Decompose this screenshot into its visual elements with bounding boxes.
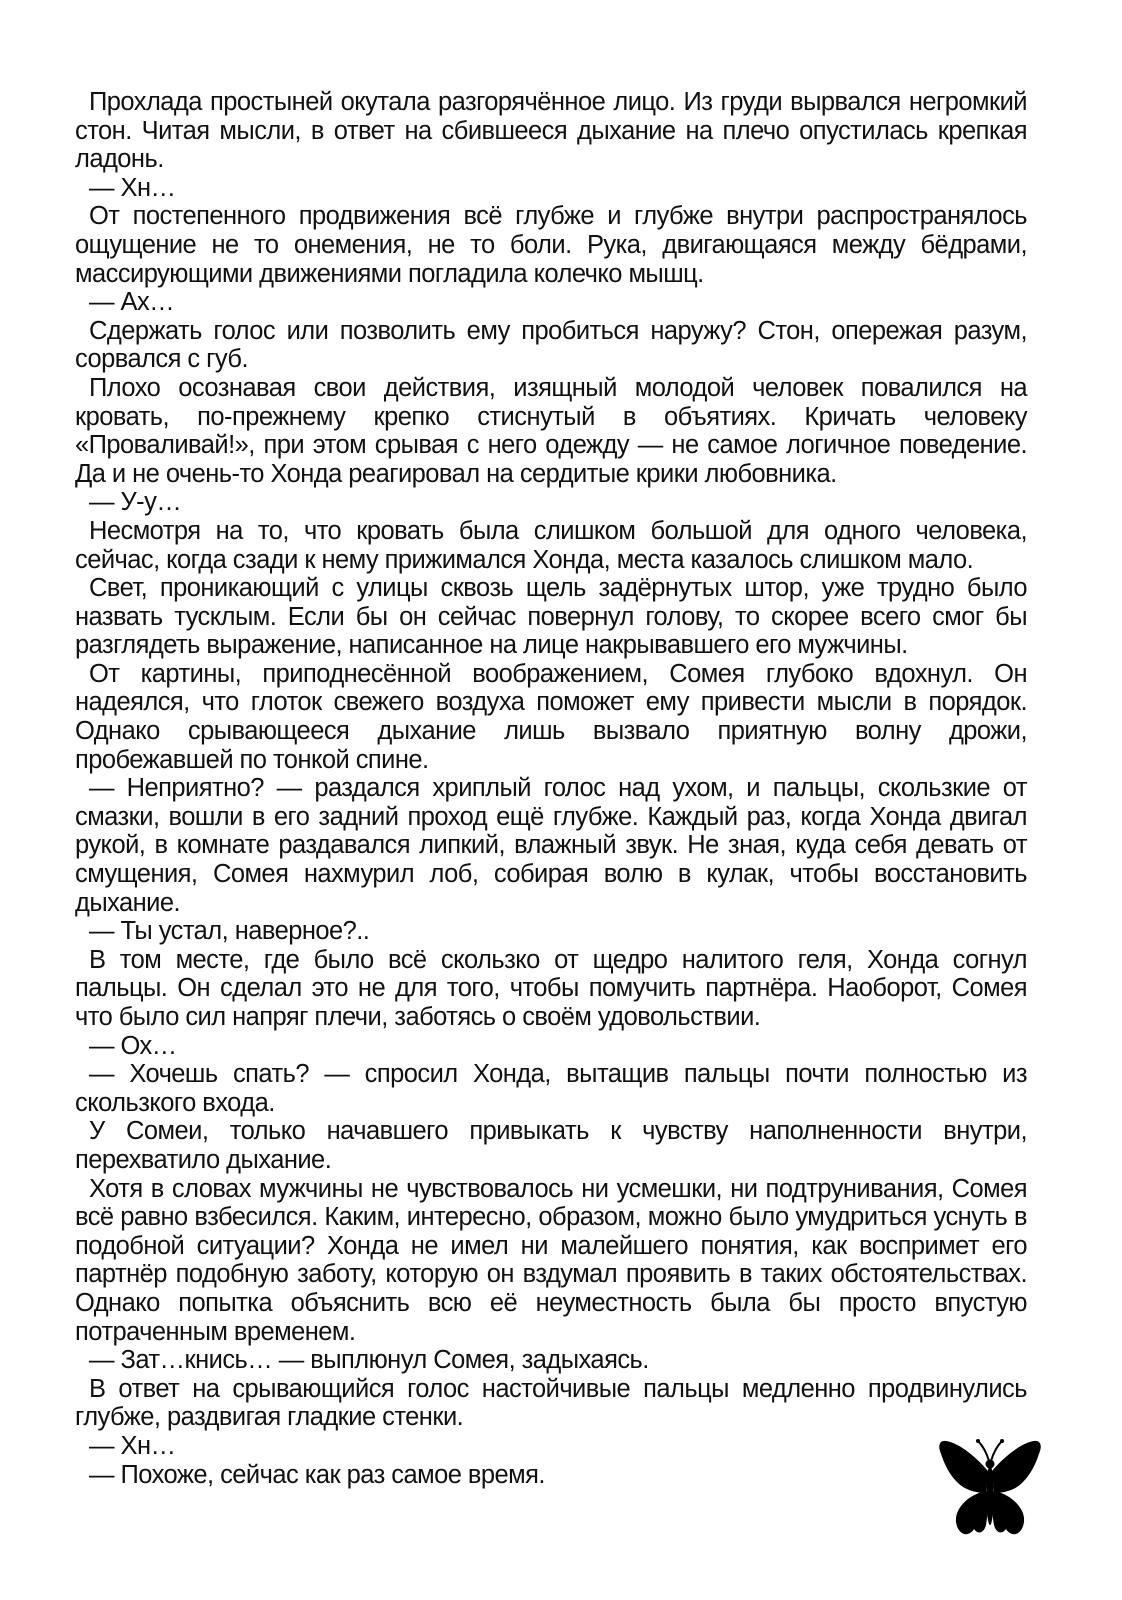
paragraph-18: — Зат…кнись… — выплюнул Сомея, задыхаясь. bbox=[89, 1346, 649, 1375]
paragraph-16: У Сомеи, только начавшего привыкать к чувству наполненности внутри, перехватило дыхание. bbox=[75, 1117, 1027, 1174]
paragraph-3: От постепенного продвижения всё глубже и глубже внутри распространялось ощущение не то онемения, не то боли. Рука, двигающаяся между бёдрами, массирующими движениями погладила колечко мышц. bbox=[75, 202, 1027, 288]
paragraph-8: Несмотря на то, что кровать была слишком большой для одного человека, сейчас, когда сзади к нему прижимался Хонда, места казалось слишком мало. bbox=[75, 516, 1027, 574]
paragraph-5: Сдержать голос или позволить ему пробиться наружу? Стон, опережая разум, сорвался с губ. bbox=[75, 316, 1027, 374]
paragraph-13: В том месте, где было всё скользко от щедро налитого геля, Хонда согнул пальцы. Он сделал это не для того, чтобы помучить партнёра. Наоборот, Сомея что было сил напряг плечи, заботясь о своём удовольствии. bbox=[75, 945, 1027, 1031]
paragraph-20: — Хн… bbox=[89, 1431, 176, 1460]
paragraph-2: — Хн… bbox=[89, 173, 176, 202]
paragraph-21: — Похоже, сейчас как раз самое время. bbox=[89, 1460, 545, 1489]
paragraph-10: От картины, приподнесённой воображением, Сомея глубоко вдохнул. Он надеялся, что глоток свежего воздуха поможет ему привести мысли в порядок. Однако срывающееся дыхание лишь вызвало приятную волну дрожи, пробежавшей по тонкой спине. bbox=[75, 659, 1027, 774]
paragraph-15: — Хочешь спать? — спросил Хонда, вытащив пальцы почти полностью из скользкого входа. bbox=[75, 1060, 1027, 1117]
paragraph-14: — Ох… bbox=[89, 1031, 177, 1060]
paragraph-17: Хотя в словах мужчины не чувствовалось ни усмешки, ни подтрунивания, Сомея всё равно взбесился. Каким, интересно, образом, можно было умудриться уснуть в подобной ситуации? Хонда не имел ни малейшего понятия, как воспримет его партнёр подобную заботу, которую он вздумал проявить в таких обстоятельствах. Однако попытка объяснить всю её неуместность была бы просто впустую потраченным временем. bbox=[75, 1174, 1027, 1346]
paragraph-11: — Неприятно? — раздался хриплый голос над ухом, и пальцы, скользкие от смазки, вошли в его задний проход ещё глубже. Каждый раз, когда Хонда двигал рукой, в комнате раздавался липкий, влажный звук. Не зная, куда себя девать от смущения, Сомея нахмурил лоб, собирая волю в кулак, чтобы восстановить дыхание. bbox=[75, 774, 1027, 917]
paragraph-19: В ответ на срывающийся голос настойчивые пальцы медленно продвинулись глубже, раздвигая гладкие стенки. bbox=[75, 1374, 1027, 1432]
paragraph-9: Свет, проникающий с улицы сквозь щель задёрнутых штор, уже трудно было назвать тусклым. Если бы он сейчас повернул голову, то скорее всего смог бы разглядеть выражение, написанное на лице накрывавшего его мужчины. bbox=[75, 574, 1027, 660]
paragraph-4: — Ах… bbox=[89, 288, 175, 317]
paragraph-6: Плохо осознавая свои действия, изящный молодой человек повалился на кровать, по-прежнему крепко стиснутый в объятиях. Кричать человеку «Проваливай!», при этом срывая с него одежду — не самое логичное поведение. Да и не очень-то Хонда реагировал на сердитые крики любовника. bbox=[75, 373, 1027, 488]
butterfly-icon bbox=[938, 1437, 1042, 1543]
paragraph-7: — У-у… bbox=[89, 488, 182, 517]
paragraph-12: — Ты устал, наверное?.. bbox=[89, 917, 370, 946]
paragraph-1: Прохлада простыней окутала разгорячённое лицо. Из груди вырвался негромкий стон. Читая мысли, в ответ на сбившееся дыхание на плечо опустилась крепкая ладонь. bbox=[75, 88, 1027, 174]
page-text bbox=[75, 88, 1027, 1489]
